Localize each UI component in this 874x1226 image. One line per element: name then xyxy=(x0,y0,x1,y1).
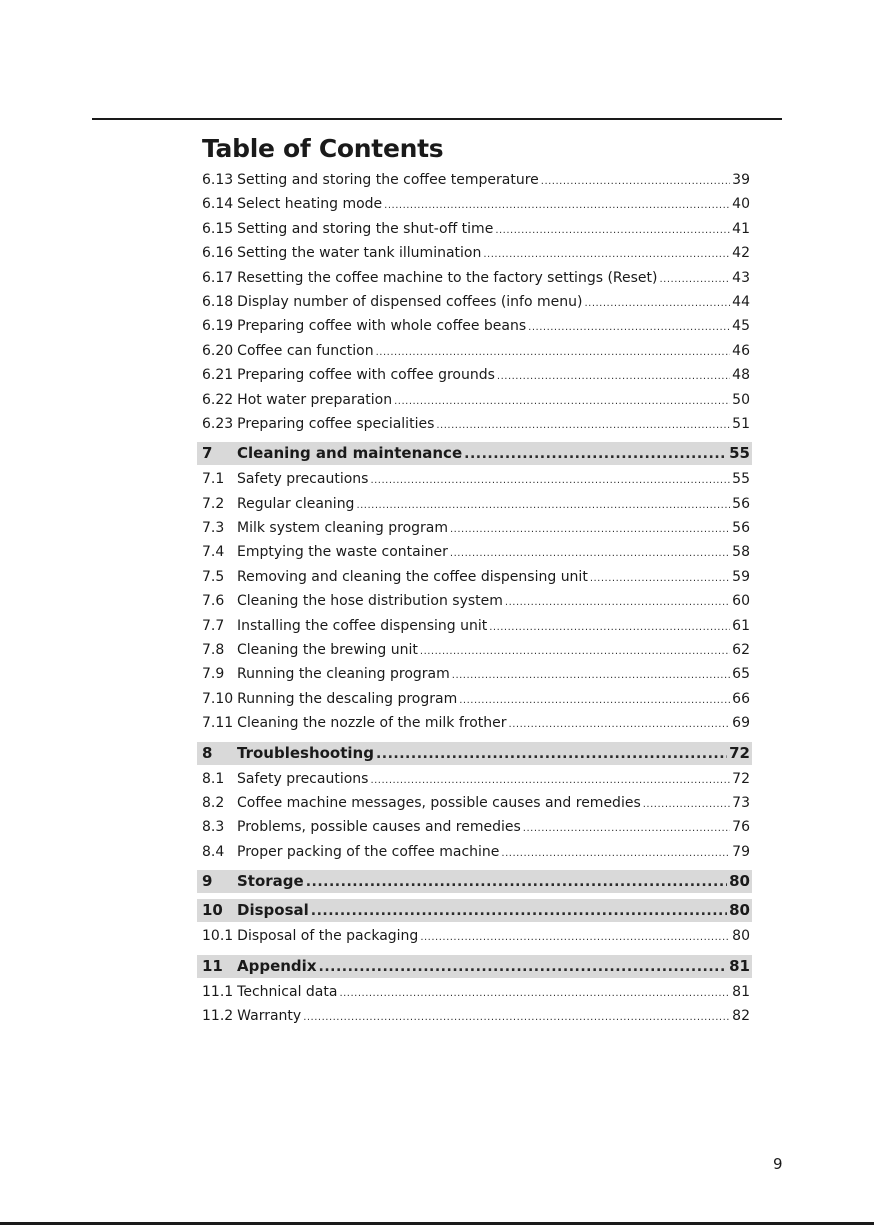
dot-leader xyxy=(450,518,730,542)
toc-entry-number: 6.18 xyxy=(202,293,234,310)
dot-leader xyxy=(452,664,730,688)
dot-leader xyxy=(483,243,730,267)
toc-entry-number: 8.1 xyxy=(202,770,225,787)
dot-leader xyxy=(376,743,727,766)
toc-entry-page: 59 xyxy=(732,568,750,585)
toc-entry-title: Cleaning the hose distribution system xyxy=(237,593,503,610)
toc-entry-number: 6.23 xyxy=(202,415,234,432)
header-rule xyxy=(92,118,782,120)
toc-entry[interactable] xyxy=(197,363,752,387)
dot-leader xyxy=(528,316,730,340)
toc-entry-number: 6.20 xyxy=(202,342,234,359)
toc-entry-number: 7.7 xyxy=(202,617,225,634)
dot-leader xyxy=(394,390,730,414)
dot-leader xyxy=(376,341,731,365)
toc-entry-number: 6.21 xyxy=(202,367,234,384)
toc-entry-number: 9 xyxy=(202,872,213,891)
toc-entry-number: 6.17 xyxy=(202,269,234,286)
toc-entry[interactable] xyxy=(197,467,752,491)
toc-entry-number: 10.1 xyxy=(202,928,234,945)
toc-entry[interactable] xyxy=(197,662,752,686)
toc-entry-number: 6.19 xyxy=(202,318,234,335)
dot-leader xyxy=(464,443,727,466)
toc-entry[interactable] xyxy=(197,589,752,613)
toc-entry-title: Cleaning and maintenance xyxy=(237,444,463,463)
toc-entry-title: Running the cleaning program xyxy=(237,666,450,683)
toc-entry-title: Coffee can function xyxy=(237,342,374,359)
toc-entry-title: Safety precautions xyxy=(237,770,369,787)
toc-entry-number: 6.15 xyxy=(202,220,234,237)
toc-title: Table of Contents xyxy=(202,134,444,163)
table-of-contents xyxy=(197,130,752,1028)
dot-leader xyxy=(306,871,727,894)
toc-entry[interactable] xyxy=(197,241,752,265)
toc-entry-number: 7.10 xyxy=(202,690,234,707)
toc-entry-number: 7.3 xyxy=(202,520,225,537)
toc-entry-number: 6.16 xyxy=(202,245,234,262)
toc-entry[interactable] xyxy=(197,687,752,711)
toc-entry-page: 58 xyxy=(732,544,750,561)
toc-entry-page: 82 xyxy=(732,1007,750,1024)
toc-entry-number: 6.13 xyxy=(202,172,234,188)
toc-entry-page: 76 xyxy=(732,819,750,836)
toc-entry-title: Safety precautions xyxy=(237,471,369,488)
toc-entry-number: 7.11 xyxy=(202,715,234,732)
toc-chapter-heading[interactable] xyxy=(197,442,752,465)
toc-entry[interactable] xyxy=(197,767,752,791)
toc-entry-title: Preparing coffee specialities xyxy=(237,415,435,432)
toc-entry[interactable] xyxy=(197,840,752,864)
toc-entry-number: 7.6 xyxy=(202,593,225,610)
dot-leader xyxy=(489,616,730,640)
toc-entry[interactable] xyxy=(197,980,752,1004)
toc-entry-page: 45 xyxy=(732,318,750,335)
dot-leader xyxy=(420,640,730,664)
dot-leader xyxy=(643,793,730,817)
dot-leader xyxy=(495,219,730,243)
toc-entry[interactable] xyxy=(197,388,752,412)
toc-entry[interactable] xyxy=(197,339,752,363)
toc-entry-number: 8.2 xyxy=(202,794,225,811)
dot-leader xyxy=(509,713,731,737)
toc-entry-page: 81 xyxy=(729,956,750,975)
dot-leader xyxy=(459,689,730,713)
toc-entry[interactable] xyxy=(197,266,752,290)
toc-entry[interactable] xyxy=(197,168,752,192)
toc-entry-title: Appendix xyxy=(237,956,317,975)
toc-entry-page: 60 xyxy=(732,593,750,610)
toc-chapter-heading[interactable] xyxy=(197,955,752,978)
toc-entry[interactable] xyxy=(197,1004,752,1028)
toc-chapter-heading[interactable] xyxy=(197,899,752,922)
toc-entry-page: 51 xyxy=(732,415,750,432)
toc-entry-title: Milk system cleaning program xyxy=(237,520,448,537)
toc-entry-page: 81 xyxy=(732,983,750,1000)
toc-entry-page: 80 xyxy=(729,901,750,920)
toc-entry-number: 6.14 xyxy=(202,196,234,213)
toc-entry[interactable] xyxy=(197,565,752,589)
dot-leader xyxy=(311,900,727,923)
dot-leader xyxy=(590,567,730,591)
toc-entry[interactable] xyxy=(197,516,752,540)
toc-entry-number: 7 xyxy=(202,444,213,463)
toc-entry-title: Regular cleaning xyxy=(237,495,355,512)
toc-entry-page: 65 xyxy=(732,666,750,683)
toc-entry-title: Preparing coffee with coffee grounds xyxy=(237,367,495,384)
toc-list xyxy=(197,168,752,1028)
toc-entry-title: Disposal of the packaging xyxy=(237,928,419,945)
toc-entry-page: 39 xyxy=(732,172,750,188)
toc-entry[interactable] xyxy=(197,492,752,516)
toc-entry-page: 56 xyxy=(732,520,750,537)
toc-entry-page: 80 xyxy=(729,872,750,891)
dot-leader xyxy=(356,494,730,518)
toc-entry-page: 62 xyxy=(732,642,750,659)
toc-chapter-heading[interactable] xyxy=(197,742,752,765)
toc-entry-number: 7.1 xyxy=(202,471,225,488)
toc-entry-title: Warranty xyxy=(237,1007,302,1024)
toc-entry-page: 79 xyxy=(732,843,750,860)
dot-leader xyxy=(420,926,730,950)
dot-leader xyxy=(501,842,730,866)
toc-entry[interactable] xyxy=(197,924,752,948)
dot-leader xyxy=(660,268,731,292)
dot-leader xyxy=(523,817,730,841)
toc-entry-title: Installing the coffee dispensing unit xyxy=(237,617,488,634)
toc-entry-number: 6.22 xyxy=(202,391,234,408)
toc-entry[interactable] xyxy=(197,314,752,338)
toc-entry-number: 7.8 xyxy=(202,642,225,659)
page-number: 9 xyxy=(773,1155,783,1173)
toc-entry[interactable] xyxy=(197,217,752,241)
toc-entry[interactable] xyxy=(197,412,752,436)
toc-entry-title: Setting the water tank illumination xyxy=(237,245,482,262)
toc-entry-page: 72 xyxy=(732,770,750,787)
toc-entry-title: Setting and storing the coffee temperature xyxy=(237,172,539,188)
toc-entry-number: 8.3 xyxy=(202,819,225,836)
toc-entry-number: 7.5 xyxy=(202,568,225,585)
toc-entry-title: Select heating mode xyxy=(237,196,383,213)
toc-entry[interactable] xyxy=(197,192,752,216)
dot-leader xyxy=(505,591,730,615)
toc-entry-number: 11.2 xyxy=(202,1007,234,1024)
toc-entry[interactable] xyxy=(197,791,752,815)
toc-entry-title: Setting and storing the shut-off time xyxy=(237,220,494,237)
dot-leader xyxy=(370,469,730,493)
toc-entry-page: 44 xyxy=(732,293,750,310)
toc-entry-title: Hot water preparation xyxy=(237,391,393,408)
toc-entry-page: 41 xyxy=(732,220,750,237)
toc-entry-title: Resetting the coffee machine to the factory settings (Reset) xyxy=(237,269,658,286)
toc-entry[interactable] xyxy=(197,638,752,662)
toc-entry-page: 50 xyxy=(732,391,750,408)
toc-chapter-heading[interactable] xyxy=(197,870,752,893)
toc-entry-title: Technical data xyxy=(237,983,338,1000)
toc-entry-title: Cleaning the nozzle of the milk frother xyxy=(237,715,507,732)
toc-entry-title: Cleaning the brewing unit xyxy=(237,642,418,659)
toc-entry-number: 11.1 xyxy=(202,983,234,1000)
toc-entry-number: 11 xyxy=(202,956,223,975)
dot-leader xyxy=(303,1006,730,1030)
toc-entry-title: Removing and cleaning the coffee dispensing unit xyxy=(237,568,588,585)
toc-entry[interactable] xyxy=(197,815,752,839)
toc-entry-page: 66 xyxy=(732,690,750,707)
toc-entry-page: 40 xyxy=(732,196,750,213)
toc-entry-number: 10 xyxy=(202,901,223,920)
toc-entry-page: 46 xyxy=(732,342,750,359)
toc-entry-title: Problems, possible causes and remedies xyxy=(237,819,521,836)
toc-entry-page: 43 xyxy=(732,269,750,286)
toc-entry-number: 7.4 xyxy=(202,544,225,561)
toc-entry-page: 48 xyxy=(732,367,750,384)
toc-entry-number: 7.9 xyxy=(202,666,225,683)
toc-entry-page: 55 xyxy=(732,471,750,488)
toc-entry[interactable] xyxy=(197,290,752,314)
toc-entry-page: 42 xyxy=(732,245,750,262)
dot-leader xyxy=(339,982,730,1006)
toc-entry-number: 8 xyxy=(202,743,213,762)
dot-leader xyxy=(384,194,730,218)
dot-leader xyxy=(584,292,730,316)
dot-leader xyxy=(541,170,730,194)
toc-entry[interactable] xyxy=(197,711,752,735)
toc-entry-page: 69 xyxy=(732,715,750,732)
toc-entry-number: 7.2 xyxy=(202,495,225,512)
toc-entry[interactable] xyxy=(197,614,752,638)
dot-leader xyxy=(319,956,728,979)
toc-entry-title: Disposal xyxy=(237,901,309,920)
toc-entry-title: Troubleshooting xyxy=(237,743,374,762)
toc-entry-page: 55 xyxy=(729,444,750,463)
toc-entry-page: 73 xyxy=(732,794,750,811)
toc-entry-page: 80 xyxy=(732,928,750,945)
dot-leader xyxy=(450,542,730,566)
toc-entry-title: Proper packing of the coffee machine xyxy=(237,843,500,860)
footer-rule xyxy=(0,1222,874,1225)
toc-entry-title: Display number of dispensed coffees (info menu) xyxy=(237,293,583,310)
toc-entry-title: Emptying the waste container xyxy=(237,544,448,561)
toc-entry[interactable] xyxy=(197,540,752,564)
toc-entry-page: 56 xyxy=(732,495,750,512)
toc-entry-title: Preparing coffee with whole coffee beans xyxy=(237,318,527,335)
toc-entry-number: 8.4 xyxy=(202,843,225,860)
toc-entry-title: Coffee machine messages, possible causes and remedies xyxy=(237,794,641,811)
dot-leader xyxy=(370,769,730,793)
toc-entry-title: Storage xyxy=(237,872,304,891)
dot-leader xyxy=(497,365,730,389)
dot-leader xyxy=(436,414,730,438)
toc-entry-page: 72 xyxy=(729,743,750,762)
toc-entry-page: 61 xyxy=(732,617,750,634)
toc-entry-title: Running the descaling program xyxy=(237,690,458,707)
